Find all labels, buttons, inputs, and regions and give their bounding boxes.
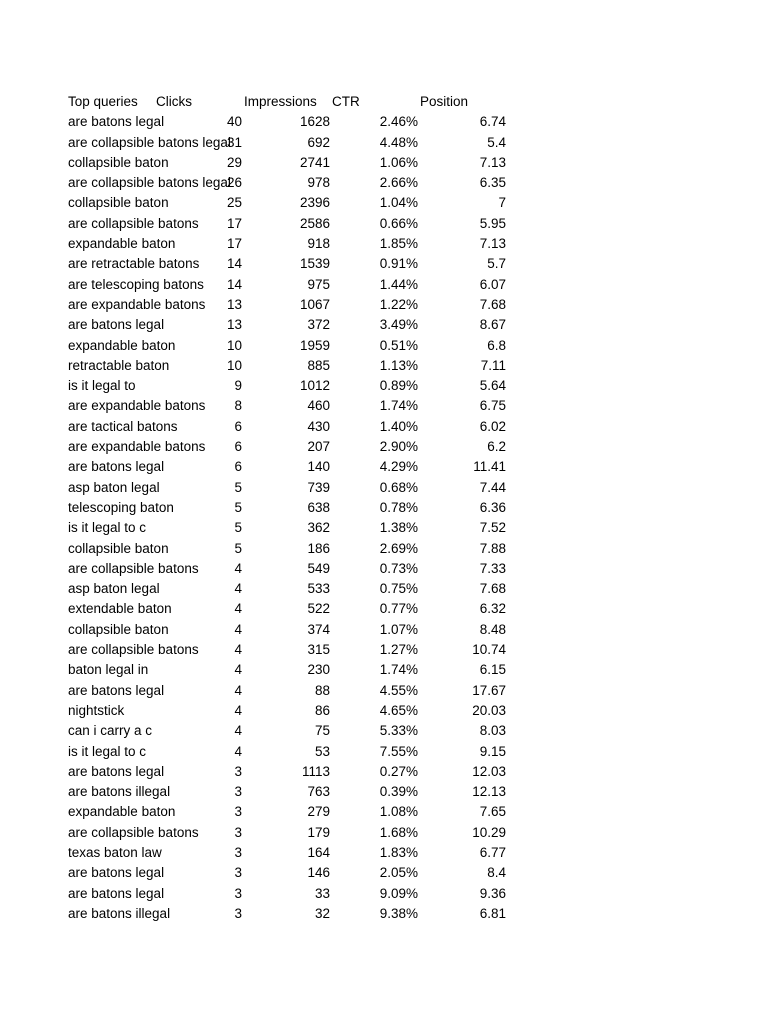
cell-ctr: 0.66%	[379, 215, 418, 231]
cell-impressions: 32	[314, 905, 330, 921]
cell-clicks: 5	[234, 479, 242, 495]
cell-impressions: 975	[307, 276, 330, 292]
cell-position: 17.67	[472, 682, 506, 698]
cell-ctr: 1.85%	[379, 236, 418, 252]
header-impressions: Impressions	[244, 94, 317, 109]
cell-position: 8.03	[479, 723, 506, 739]
cell-impressions: 2741	[299, 154, 330, 170]
cell-clicks: 4	[234, 581, 242, 597]
cell-ctr: 1.74%	[379, 662, 418, 678]
cell-clicks: 8	[234, 398, 242, 414]
cell-position: 20.03	[472, 702, 506, 718]
cell-ctr: 0.78%	[379, 499, 418, 515]
cell-ctr: 0.89%	[379, 378, 418, 394]
cell-ctr: 1.38%	[379, 520, 418, 536]
cell-query: are batons illegal	[68, 784, 171, 800]
cell-position: 7.65	[479, 804, 506, 820]
cell-query: are telescoping batons	[68, 276, 204, 292]
cell-clicks: 4	[234, 743, 242, 759]
cell-ctr: 7.55%	[379, 743, 418, 759]
cell-impressions: 978	[307, 175, 330, 191]
cell-ctr: 1.83%	[379, 844, 418, 860]
header-ctr: CTR	[332, 94, 360, 109]
cell-position: 5.7	[487, 256, 506, 272]
cell-query: are batons illegal	[68, 905, 171, 921]
cell-position: 8.4	[487, 865, 506, 881]
cell-clicks: 3	[234, 865, 242, 881]
cell-query: collapsible baton	[68, 154, 169, 170]
cell-position: 6.15	[479, 662, 506, 678]
cell-position: 5.4	[487, 134, 506, 150]
cell-impressions: 522	[307, 601, 330, 617]
cell-clicks: 4	[234, 662, 242, 678]
cell-impressions: 146	[307, 865, 330, 881]
cell-position: 6.32	[479, 601, 506, 617]
cell-ctr: 2.90%	[379, 439, 418, 455]
cell-ctr: 2.05%	[379, 865, 418, 881]
cell-clicks: 6	[234, 439, 242, 455]
cell-impressions: 207	[307, 439, 330, 455]
cell-query: telescoping baton	[68, 499, 174, 515]
cell-ctr: 1.40%	[379, 418, 418, 434]
cell-query: are tactical batons	[68, 418, 178, 434]
cell-impressions: 692	[307, 134, 330, 150]
cell-clicks: 10	[226, 357, 242, 373]
cell-clicks: 17	[226, 215, 242, 231]
cell-position: 6.35	[479, 175, 506, 191]
cell-ctr: 0.77%	[379, 601, 418, 617]
cell-clicks: 29	[226, 154, 242, 170]
cell-impressions: 2586	[299, 215, 330, 231]
cell-ctr: 2.66%	[379, 175, 418, 191]
cell-impressions: 372	[307, 317, 330, 333]
cell-impressions: 763	[307, 784, 330, 800]
cell-query: are collapsible batons	[68, 560, 199, 576]
cell-position: 5.64	[479, 378, 506, 394]
cell-ctr: 1.07%	[379, 621, 418, 637]
cell-impressions: 140	[307, 459, 330, 475]
cell-ctr: 0.91%	[379, 256, 418, 272]
cell-query: asp baton legal	[68, 581, 160, 597]
cell-position: 6.77	[479, 844, 506, 860]
cell-query: are batons legal	[68, 865, 165, 881]
cell-clicks: 3	[234, 804, 242, 820]
cell-position: 7.33	[479, 560, 506, 576]
cell-impressions: 1628	[299, 114, 330, 130]
cell-position: 6.74	[479, 114, 506, 130]
cell-clicks: 13	[226, 296, 242, 312]
cell-ctr: 4.65%	[379, 702, 418, 718]
cell-clicks: 4	[234, 642, 242, 658]
cell-position: 7.13	[479, 154, 506, 170]
cell-impressions: 2396	[299, 195, 330, 211]
cell-impressions: 75	[314, 723, 330, 739]
cell-clicks: 31	[226, 134, 242, 150]
cell-clicks: 5	[234, 520, 242, 536]
cell-position: 7.44	[479, 479, 506, 495]
cell-query: baton legal in	[68, 662, 149, 678]
cell-impressions: 315	[307, 642, 330, 658]
cell-ctr: 2.69%	[379, 540, 418, 556]
cell-ctr: 1.27%	[379, 642, 418, 658]
cell-clicks: 10	[226, 337, 242, 353]
cell-impressions: 1113	[301, 763, 330, 779]
cell-position: 9.15	[479, 743, 506, 759]
cell-position: 7.13	[479, 236, 506, 252]
cell-ctr: 0.27%	[379, 763, 418, 779]
cell-impressions: 33	[314, 885, 330, 901]
cell-clicks: 6	[234, 418, 242, 434]
cell-position: 7	[498, 195, 506, 211]
cell-impressions: 885	[307, 357, 330, 373]
cell-ctr: 1.68%	[379, 824, 418, 840]
cell-query: are collapsible batons	[68, 824, 199, 840]
header-position: Position	[420, 94, 469, 109]
cell-query: collapsible baton	[68, 621, 169, 637]
cell-clicks: 5	[234, 540, 242, 556]
cell-query: are batons legal	[68, 885, 165, 901]
cell-clicks: 17	[226, 236, 242, 252]
cell-ctr: 3.49%	[379, 317, 418, 333]
cell-position: 6.8	[487, 337, 506, 353]
cell-ctr: 1.74%	[379, 398, 418, 414]
cell-ctr: 1.08%	[379, 804, 418, 820]
cell-ctr: 1.13%	[379, 357, 418, 373]
cell-query: are expandable batons	[68, 398, 206, 414]
cell-impressions: 638	[307, 499, 330, 515]
cell-query: expandable baton	[68, 804, 176, 820]
cell-clicks: 14	[226, 276, 242, 292]
cell-query: are batons legal	[68, 682, 165, 698]
cell-position: 9.36	[479, 885, 506, 901]
cell-query: texas baton law	[68, 844, 162, 860]
cell-impressions: 549	[307, 560, 330, 576]
cell-query: asp baton legal	[68, 479, 160, 495]
cell-query: are collapsible batons	[68, 215, 199, 231]
cell-position: 6.36	[479, 499, 506, 515]
cell-ctr: 9.09%	[379, 885, 418, 901]
cell-ctr: 0.51%	[379, 337, 418, 353]
cell-clicks: 4	[234, 621, 242, 637]
cell-clicks: 6	[234, 459, 242, 475]
cell-clicks: 4	[234, 682, 242, 698]
cell-impressions: 430	[307, 418, 330, 434]
cell-impressions: 88	[314, 682, 330, 698]
cell-position: 7.88	[479, 540, 506, 556]
cell-impressions: 1959	[299, 337, 330, 353]
cell-clicks: 40	[226, 114, 242, 130]
cell-query: nightstick	[68, 702, 125, 718]
cell-query: are batons legal	[68, 459, 165, 475]
cell-clicks: 4	[234, 601, 242, 617]
cell-impressions: 164	[307, 844, 330, 860]
cell-position: 11.41	[473, 459, 506, 475]
cell-ctr: 0.75%	[379, 581, 418, 597]
cell-clicks: 13	[226, 317, 242, 333]
cell-query: are retractable batons	[68, 256, 200, 272]
cell-clicks: 3	[234, 784, 242, 800]
cell-impressions: 1012	[299, 378, 330, 394]
cell-ctr: 4.29%	[379, 459, 418, 475]
cell-ctr: 1.06%	[379, 154, 418, 170]
header-clicks: Clicks	[156, 94, 192, 109]
cell-impressions: 374	[307, 621, 330, 637]
cell-clicks: 3	[234, 763, 242, 779]
cell-query: is it legal to	[68, 378, 136, 394]
cell-query: are expandable batons	[68, 439, 206, 455]
cell-ctr: 0.68%	[379, 479, 418, 495]
header-top-queries: Top queries	[68, 94, 138, 109]
cell-impressions: 230	[307, 662, 330, 678]
cell-query: collapsible baton	[68, 195, 169, 211]
cell-impressions: 533	[307, 581, 330, 597]
cell-position: 6.07	[479, 276, 506, 292]
cell-query: is it legal to c	[68, 743, 147, 759]
cell-position: 6.75	[479, 398, 506, 414]
cell-clicks: 14	[226, 256, 242, 272]
cell-clicks: 3	[234, 905, 242, 921]
cell-query: collapsible baton	[68, 540, 169, 556]
cell-query: can i carry a c	[68, 723, 153, 739]
cell-clicks: 9	[234, 378, 242, 394]
cell-impressions: 86	[314, 702, 330, 718]
cell-query: are collapsible batons	[68, 642, 199, 658]
cell-position: 6.2	[487, 439, 506, 455]
cell-ctr: 1.04%	[379, 195, 418, 211]
cell-query: extendable baton	[68, 601, 172, 617]
cell-position: 7.68	[479, 296, 506, 312]
cell-query: are batons legal	[68, 317, 165, 333]
cell-position: 6.02	[479, 418, 506, 434]
cell-clicks: 4	[234, 723, 242, 739]
cell-impressions: 1067	[299, 296, 330, 312]
cell-query: is it legal to c	[68, 520, 147, 536]
cell-clicks: 4	[234, 560, 242, 576]
cell-position: 8.48	[479, 621, 506, 637]
cell-clicks: 3	[234, 824, 242, 840]
cell-query: expandable baton	[68, 236, 176, 252]
cell-impressions: 186	[307, 540, 330, 556]
cell-position: 7.68	[479, 581, 506, 597]
cell-impressions: 179	[307, 824, 330, 840]
cell-query: retractable baton	[68, 357, 170, 373]
cell-clicks: 26	[226, 175, 242, 191]
cell-impressions: 739	[307, 479, 330, 495]
cell-clicks: 3	[234, 844, 242, 860]
cell-position: 10.29	[472, 824, 506, 840]
cell-query: are expandable batons	[68, 296, 206, 312]
cell-query: are batons legal	[68, 114, 165, 130]
cell-position: 12.03	[472, 763, 506, 779]
cell-query: are collapsible batons legal	[68, 175, 231, 191]
cell-ctr: 2.46%	[379, 114, 418, 130]
cell-impressions: 1539	[299, 256, 330, 272]
cell-ctr: 1.22%	[379, 296, 418, 312]
cell-position: 7.11	[480, 357, 506, 373]
cell-ctr: 1.44%	[379, 276, 418, 292]
cell-impressions: 53	[314, 743, 330, 759]
cell-clicks: 3	[234, 885, 242, 901]
cell-ctr: 0.73%	[379, 560, 418, 576]
cell-position: 12.13	[472, 784, 506, 800]
cell-position: 5.95	[479, 215, 506, 231]
cell-query: expandable baton	[68, 337, 176, 353]
cell-position: 6.81	[479, 905, 506, 921]
cell-ctr: 0.39%	[379, 784, 418, 800]
cell-ctr: 5.33%	[379, 723, 418, 739]
cell-impressions: 279	[307, 804, 330, 820]
cell-clicks: 25	[226, 195, 242, 211]
cell-clicks: 5	[234, 499, 242, 515]
cell-query: are collapsible batons legal	[68, 134, 231, 150]
cell-impressions: 460	[307, 398, 330, 414]
cell-clicks: 4	[234, 702, 242, 718]
cell-impressions: 918	[307, 236, 330, 252]
cell-impressions: 362	[307, 520, 330, 536]
cell-query: are batons legal	[68, 763, 165, 779]
cell-position: 8.67	[479, 317, 506, 333]
cell-ctr: 4.48%	[379, 134, 418, 150]
cell-ctr: 9.38%	[379, 905, 418, 921]
cell-position: 7.52	[479, 520, 506, 536]
cell-ctr: 4.55%	[379, 682, 418, 698]
cell-position: 10.74	[472, 642, 506, 658]
